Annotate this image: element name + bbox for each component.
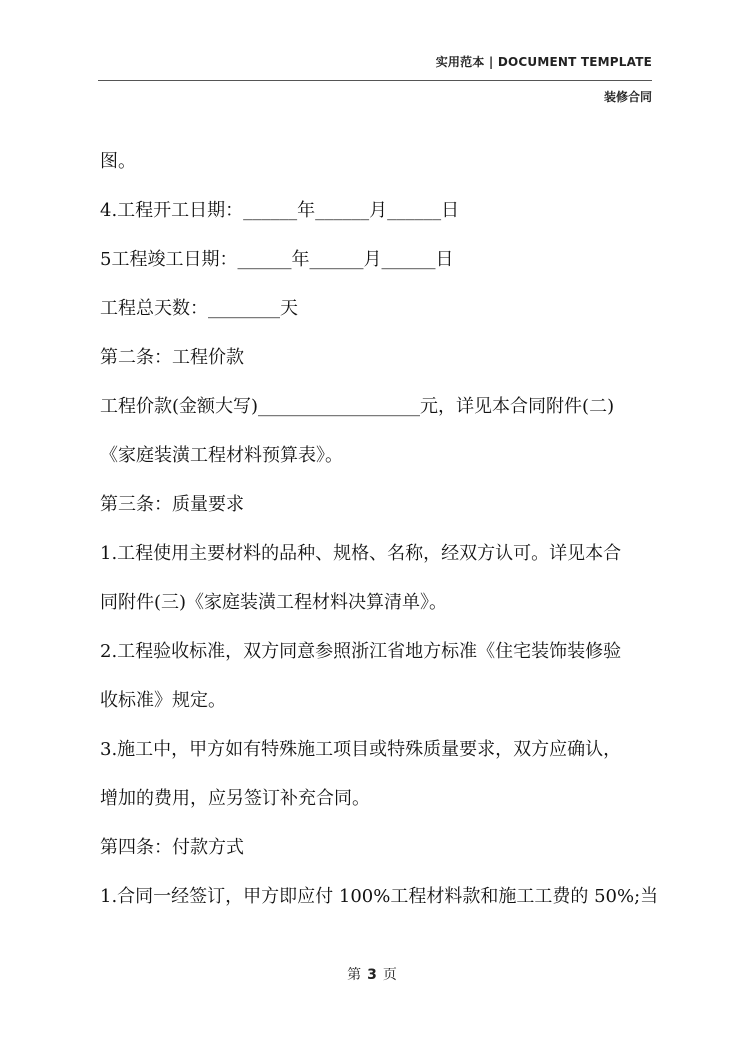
text-line: 工程价款(金额大写)__________________元，详见本合同附件(二)	[100, 396, 615, 417]
text-line: 《家庭装潢工程材料预算表》。	[100, 445, 343, 466]
text-line: 4.工程开工日期：______年______月______日	[100, 200, 460, 221]
page-footer	[0, 964, 744, 984]
text-line: 1.工程使用主要材料的品种、规格、名称，经双方认可。详见本合	[100, 543, 622, 564]
text-line: 增加的费用，应另签订补充合同。	[100, 788, 370, 809]
text-line: 3.施工中，甲方如有特殊施工项目或特殊质量要求，双方应确认，	[100, 739, 622, 760]
header-subtitle: 装修合同	[603, 90, 652, 104]
page-suffix: 页	[382, 967, 397, 983]
page-number: 3	[367, 967, 377, 983]
header-title: 实用范本 | DOCUMENT TEMPLATE	[435, 55, 652, 69]
text-line: 图。	[100, 151, 136, 172]
text-line: 2.工程验收标准，双方同意参照浙江省地方标准《住宅装饰装修验	[100, 641, 622, 662]
page-prefix: 第	[347, 967, 362, 983]
document-body	[100, 137, 660, 921]
header-divider	[98, 80, 652, 81]
text-line: 同附件(三)《家庭装潢工程材料决算清单》。	[100, 592, 448, 613]
text-line: 1.合同一经签订，甲方即应付 100%工程材料款和施工工费的 50%;当	[100, 886, 659, 907]
section-heading: 第三条：质量要求	[100, 494, 244, 515]
text-line: 5工程竣工日期：______年______月______日	[100, 249, 454, 270]
text-line: 收标准》规定。	[100, 690, 226, 711]
section-heading: 第四条：付款方式	[100, 837, 244, 858]
section-heading: 第二条：工程价款	[100, 347, 244, 368]
text-line: 工程总天数：________天	[100, 298, 298, 319]
